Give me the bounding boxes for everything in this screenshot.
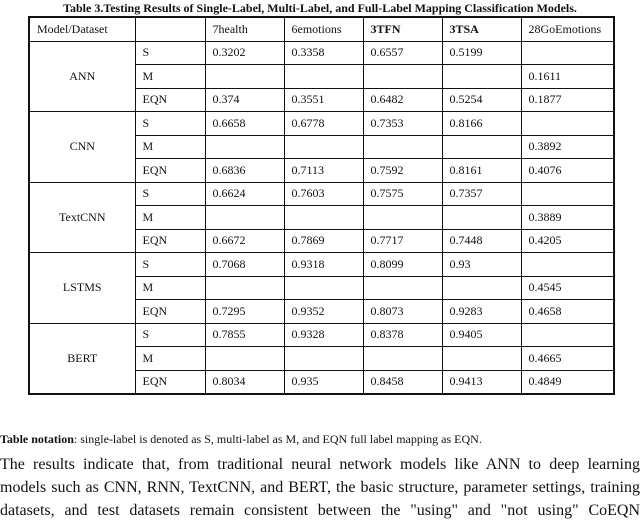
model-name-cell: ANN — [29, 41, 135, 112]
score-cell: 0.4658 — [521, 300, 614, 324]
score-cell — [205, 135, 284, 159]
score-cell — [205, 206, 284, 230]
paragraph-line: datasets, and test datasets remain consistent between the "using" and "not using" CoEQN — [0, 502, 640, 519]
table-caption: Table 3.Testing Results of Single-Label, Multi-Label, and Full-Label Mapping Classification Models. — [63, 1, 577, 15]
score-cell — [284, 347, 363, 371]
score-cell: 0.1877 — [521, 88, 614, 112]
score-cell: 0.4849 — [521, 370, 614, 394]
model-name-cell: TextCNN — [29, 182, 135, 253]
score-cell — [442, 206, 521, 230]
score-cell: 0.7357 — [442, 182, 521, 206]
score-cell — [442, 135, 521, 159]
score-cell: 0.6557 — [363, 41, 442, 65]
notation-label: Table notation — [0, 432, 74, 446]
score-cell: 0.3202 — [205, 41, 284, 65]
score-cell: 0.9283 — [442, 300, 521, 324]
score-cell: 0.374 — [205, 88, 284, 112]
column-header: 28GoEmotions — [521, 17, 614, 41]
score-cell — [363, 347, 442, 371]
table-header-row — [29, 17, 614, 41]
label-type-cell: M — [135, 276, 205, 300]
score-cell — [521, 182, 614, 206]
score-cell: 0.3358 — [284, 41, 363, 65]
score-cell — [521, 253, 614, 277]
score-cell: 0.7717 — [363, 229, 442, 253]
score-cell: 0.6672 — [205, 229, 284, 253]
score-cell: 0.8458 — [363, 370, 442, 394]
table-row — [29, 323, 614, 347]
notation-text: : single-label is denoted as S, multi-label as M, and EQN full label mapping as EQN. — [73, 432, 482, 446]
score-cell: 0.4076 — [521, 159, 614, 183]
label-type-cell: S — [135, 182, 205, 206]
table-body — [29, 41, 614, 394]
label-type-cell: S — [135, 253, 205, 277]
score-cell — [205, 276, 284, 300]
score-cell: 0.3889 — [521, 206, 614, 230]
score-cell — [284, 276, 363, 300]
score-cell — [284, 206, 363, 230]
score-cell — [521, 41, 614, 65]
score-cell: 0.6778 — [284, 112, 363, 136]
label-type-cell: EQN — [135, 88, 205, 112]
score-cell — [442, 347, 521, 371]
score-cell — [363, 276, 442, 300]
score-cell: 0.9352 — [284, 300, 363, 324]
score-cell: 0.7353 — [363, 112, 442, 136]
score-cell: 0.7068 — [205, 253, 284, 277]
score-cell — [442, 65, 521, 89]
score-cell: 0.7855 — [205, 323, 284, 347]
column-header: 3TFN — [363, 17, 442, 41]
label-type-cell: EQN — [135, 229, 205, 253]
score-cell: 0.8099 — [363, 253, 442, 277]
score-cell: 0.7592 — [363, 159, 442, 183]
score-cell: 0.9413 — [442, 370, 521, 394]
model-name-cell: BERT — [29, 323, 135, 394]
table-notation — [0, 432, 482, 446]
score-cell: 0.7603 — [284, 182, 363, 206]
score-cell: 0.6624 — [205, 182, 284, 206]
table-row — [29, 41, 614, 65]
label-type-cell: S — [135, 41, 205, 65]
label-type-cell: EQN — [135, 159, 205, 183]
label-type-cell: EQN — [135, 370, 205, 394]
score-cell: 0.9328 — [284, 323, 363, 347]
score-cell: 0.7575 — [363, 182, 442, 206]
score-cell: 0.7448 — [442, 229, 521, 253]
score-cell: 0.8166 — [442, 112, 521, 136]
score-cell — [363, 206, 442, 230]
column-header: 6emotions — [284, 17, 363, 41]
score-cell: 0.8034 — [205, 370, 284, 394]
score-cell: 0.8073 — [363, 300, 442, 324]
column-header: 3TSA — [442, 17, 521, 41]
paragraph-line: The results indicate that, from traditional neural network models like ANN to deep learning — [0, 456, 640, 473]
score-cell: 0.9405 — [442, 323, 521, 347]
score-cell: 0.6836 — [205, 159, 284, 183]
score-cell: 0.935 — [284, 370, 363, 394]
score-cell — [521, 323, 614, 347]
label-type-cell: M — [135, 135, 205, 159]
column-header: Model/Dataset — [29, 17, 135, 41]
score-cell: 0.8378 — [363, 323, 442, 347]
column-header: 7health — [205, 17, 284, 41]
score-cell: 0.4665 — [521, 347, 614, 371]
score-cell — [521, 112, 614, 136]
score-cell: 0.9318 — [284, 253, 363, 277]
results-table — [28, 16, 615, 395]
score-cell — [363, 135, 442, 159]
score-cell: 0.4205 — [521, 229, 614, 253]
score-cell: 0.3551 — [284, 88, 363, 112]
paragraph-line: models such as CNN, RNN, TextCNN, and BERT, the basic structure, parameter settings, training — [0, 479, 640, 496]
label-type-cell: EQN — [135, 300, 205, 324]
model-name-cell: CNN — [29, 112, 135, 183]
score-cell — [442, 276, 521, 300]
score-cell — [284, 135, 363, 159]
table-row — [29, 253, 614, 277]
score-cell: 0.8161 — [442, 159, 521, 183]
score-cell: 0.4545 — [521, 276, 614, 300]
label-type-cell: M — [135, 206, 205, 230]
table-row — [29, 182, 614, 206]
score-cell: 0.1611 — [521, 65, 614, 89]
score-cell: 0.93 — [442, 253, 521, 277]
label-type-cell: M — [135, 347, 205, 371]
score-cell: 0.7295 — [205, 300, 284, 324]
score-cell — [205, 347, 284, 371]
score-cell: 0.7113 — [284, 159, 363, 183]
score-cell: 0.6482 — [363, 88, 442, 112]
score-cell: 0.7869 — [284, 229, 363, 253]
body-paragraph — [0, 453, 640, 522]
score-cell: 0.3892 — [521, 135, 614, 159]
label-type-cell: S — [135, 112, 205, 136]
score-cell — [205, 65, 284, 89]
score-cell: 0.5254 — [442, 88, 521, 112]
score-cell: 0.5199 — [442, 41, 521, 65]
score-cell — [363, 65, 442, 89]
model-name-cell: LSTMS — [29, 253, 135, 324]
column-header — [135, 17, 205, 41]
score-cell — [284, 65, 363, 89]
label-type-cell: M — [135, 65, 205, 89]
label-type-cell: S — [135, 323, 205, 347]
score-cell: 0.6658 — [205, 112, 284, 136]
table-row — [29, 112, 614, 136]
